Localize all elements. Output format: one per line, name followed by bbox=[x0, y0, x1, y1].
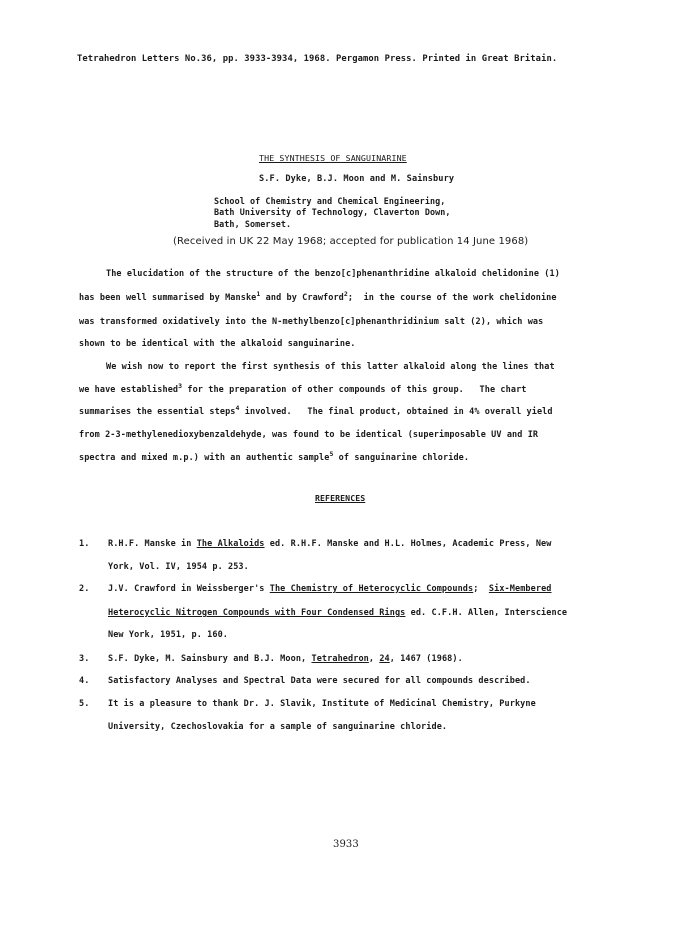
reference-1-line-2: York, Vol. IV, 1954 p. 253. bbox=[108, 562, 249, 572]
paragraph-2-line-5 bbox=[79, 450, 470, 463]
paragraph-1-line-4: shown to be identical with the alkaloid sanguinarine. bbox=[79, 339, 356, 349]
citation-superscript: 1 bbox=[256, 290, 261, 299]
citation-superscript: 2 bbox=[343, 290, 348, 299]
reference-number: 4. bbox=[79, 676, 90, 686]
paragraph-2-line-4: from 2-3-methylenedioxybenzaldehyde, was found to be identical (superimposable UV and IR bbox=[79, 430, 539, 440]
reference-5-line-1: It is a pleasure to thank Dr. J. Slavik, Institute of Medicinal Chemistry, Purkyne bbox=[108, 699, 536, 709]
text-segment: involved. The final product, obtained in 4% overall yield bbox=[239, 407, 553, 417]
text-segment: ed. C.F.H. Allen, Interscience bbox=[405, 608, 568, 618]
reference-5-line-2: University, Czechoslovakia for a sample of sanguinarine chloride. bbox=[108, 722, 448, 732]
affiliation-line-2: Bath University of Technology, Claverton Down, bbox=[214, 207, 451, 217]
text-segment: ; bbox=[473, 584, 489, 594]
reference-1-line-1 bbox=[108, 539, 552, 549]
paragraph-1-line-1: The elucidation of the structure of the benzo[c]phenanthridine alkaloid chelidonine (1) bbox=[106, 269, 560, 279]
citation-superscript: 4 bbox=[235, 404, 240, 413]
journal-name: Tetrahedron bbox=[311, 654, 369, 664]
paragraph-1-line-3: was transformed oxidatively into the N-methylbenzo[c]phenanthridinium salt (2), which was bbox=[79, 317, 544, 327]
reference-number: 5. bbox=[79, 699, 90, 709]
paragraph-2-line-1: We wish now to report the first synthesis of this latter alkaloid along the lines that bbox=[106, 362, 555, 372]
book-subtitle: Heterocyclic Nitrogen Compounds with Four Condensed Rings bbox=[108, 608, 406, 618]
journal-citation-header: Tetrahedron Letters No.36, pp. 3933-3934, 1968. Pergamon Press. Printed in Great Britain. bbox=[77, 54, 558, 64]
paragraph-1-line-2 bbox=[79, 290, 557, 303]
text-segment: summarises the essential steps bbox=[79, 407, 236, 417]
text-segment: of sanguinarine chloride. bbox=[333, 453, 470, 463]
text-segment: spectra and mixed m.p.) with an authentic sample bbox=[79, 453, 330, 463]
text-segment: J.V. Crawford in Weissberger's bbox=[108, 584, 270, 594]
page-number: 3933 bbox=[333, 839, 359, 850]
text-segment: ; in the course of the work chelidonine bbox=[347, 293, 557, 303]
reference-3-line-1 bbox=[108, 654, 463, 664]
reference-number: 1. bbox=[79, 539, 90, 549]
book-title: The Chemistry of Heterocyclic Compounds bbox=[269, 584, 474, 594]
reference-4-line-1: Satisfactory Analyses and Spectral Data were secured for all compounds described. bbox=[108, 676, 531, 686]
book-subtitle: Six-Membered bbox=[488, 584, 552, 594]
reference-number: 2. bbox=[79, 584, 90, 594]
received-dates: (Received in UK 22 May 1968; accepted for publication 14 June 1968) bbox=[173, 236, 529, 247]
text-segment: we have established bbox=[79, 385, 179, 395]
citation-superscript: 3 bbox=[178, 382, 183, 391]
text-segment: R.H.F. Manske in bbox=[108, 539, 197, 549]
text-segment: for the preparation of other compounds of this group. The chart bbox=[182, 385, 527, 395]
reference-2-line-2 bbox=[108, 608, 567, 618]
text-segment: and by Crawford bbox=[260, 293, 344, 303]
journal-volume: 24 bbox=[379, 654, 390, 664]
citation-superscript: 5 bbox=[329, 450, 334, 459]
paragraph-2-line-3 bbox=[79, 404, 553, 417]
paragraph-2-line-2 bbox=[79, 382, 527, 395]
affiliation-line-1: School of Chemistry and Chemical Engineering, bbox=[214, 196, 446, 206]
affiliation-line-3: Bath, Somerset. bbox=[214, 219, 292, 229]
article-authors: S.F. Dyke, B.J. Moon and M. Sainsbury bbox=[259, 174, 455, 184]
reference-2-line-1 bbox=[108, 584, 552, 594]
text-segment: , 1467 (1968). bbox=[389, 654, 463, 664]
book-title: The Alkaloids bbox=[196, 539, 265, 549]
reference-number: 3. bbox=[79, 654, 90, 664]
text-segment: , bbox=[368, 654, 380, 664]
text-segment: has been well summarised by Manske bbox=[79, 293, 257, 303]
text-segment: S.F. Dyke, M. Sainsbury and B.J. Moon, bbox=[108, 654, 312, 664]
text-segment: ed. R.H.F. Manske and H.L. Holmes, Academic Press, New bbox=[264, 539, 552, 549]
reference-2-line-3: New York, 1951, p. 160. bbox=[108, 630, 229, 640]
article-title: THE SYNTHESIS OF SANGUINARINE bbox=[259, 153, 407, 163]
references-heading: REFERENCES bbox=[315, 493, 366, 503]
